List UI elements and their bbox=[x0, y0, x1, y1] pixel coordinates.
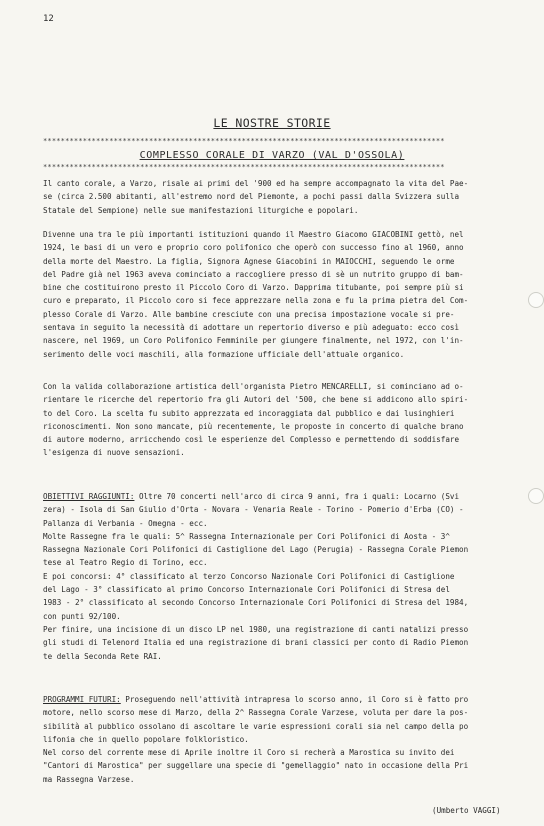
text-line: sentava in seguito la necessità di adottare un repertorio diverso e più adeguato: ecco così bbox=[43, 323, 460, 333]
binder-hole bbox=[528, 292, 544, 308]
text-line: sibilità al pubblico ossolano di ascoltare le varie espressioni corali sia nel campo della po bbox=[43, 721, 469, 731]
text-line bbox=[43, 693, 513, 706]
text-line: l'esigenza di nuove sensazioni. bbox=[43, 448, 185, 458]
article-title: LE NOSTRE STORIE bbox=[213, 116, 331, 130]
text-line: se (circa 2.500 abitanti, all'estremo nord del Piemonte, a pochi passi dalla Svizzera sulla bbox=[43, 192, 460, 202]
separator-top: ******************************************************************************************* bbox=[43, 137, 445, 145]
text-line: di autore moderno, arricchendo così le esperienze del Complesso e permettendo di soddisfare bbox=[43, 435, 460, 445]
text-line: plesso Corale di Varzo. Alle bambine cresciute con una precisa impostazione vocale si pre- bbox=[43, 309, 455, 319]
text-line: lifonia che in quello popolare folkloristico. bbox=[43, 734, 249, 744]
paragraph-intro bbox=[43, 177, 513, 217]
text-line: Nel corso del corrente mese di Aprile inoltre il Coro si recherà a Marostica su invito dei bbox=[43, 748, 455, 758]
text-line bbox=[43, 490, 513, 503]
paragraph-repertoire bbox=[43, 380, 513, 460]
future-first-line: Proseguendo nell'attività intrapresa lo scorso anno, il Coro si è fatto pro bbox=[120, 695, 469, 704]
text-line: E poi concorsi: 4° classificato al terzo Concorso Nazionale Cori Polifonici di Castiglione bbox=[43, 571, 455, 581]
text-line: bine che costituirono presto il Piccolo Coro di Varzo. Dapprima titubante, poi sempre più si bbox=[43, 283, 464, 293]
text-line: Pallanza di Verbania - Omegna - ecc. bbox=[43, 518, 208, 528]
binder-hole bbox=[528, 488, 544, 504]
author-signature: (Umberto VAGGI) bbox=[432, 806, 501, 815]
text-line: con punti 92/100. bbox=[43, 611, 121, 621]
text-line: gli studi di Telenord Italia ed una registrazione di brani classici per conto di Radio Piemon bbox=[43, 638, 469, 648]
text-line: 1924, le basi di un vero e proprio coro polifonico che operò con successo fino al 1960, anno bbox=[43, 243, 464, 253]
text-line: ma Rassegna Varzese. bbox=[43, 774, 135, 784]
achievements-first-line: Oltre 70 concerti nell'arco di circa 9 anni, fra i quali: Locarno (Svi bbox=[134, 492, 460, 501]
text-line: to del Coro. La scelta fu subito apprezzata ed incoraggiata dal pubblico e dai lusinghieri bbox=[43, 408, 455, 418]
separator-bottom: ******************************************************************************************* bbox=[43, 163, 445, 171]
text-line: Il canto corale, a Varzo, risale ai primi del '900 ed ha sempre accompagnato la vita del Pae- bbox=[43, 179, 469, 188]
text-line: Per finire, una incisione di un disco LP nel 1980, una registrazione di canti natalizi presso bbox=[43, 624, 469, 634]
paragraph-history bbox=[43, 228, 513, 361]
future-label: PROGRAMMI FUTURI: bbox=[43, 695, 121, 704]
text-line: Rassegna Nazionale Cori Polifonici di Castiglione del Lago (Perugia) - Rassegna Corale Piemon bbox=[43, 545, 469, 555]
page-number: 12 bbox=[43, 14, 54, 24]
text-line: serimento delle voci maschili, alla formazione ufficiale dell'attuale organico. bbox=[43, 349, 405, 359]
text-line: nascere, nel 1969, un Coro Polifonico Femminile per giungere finalmente, nel 1972, con l'in- bbox=[43, 336, 464, 346]
text-line: curo e preparato, il Piccolo coro si fece apprezzare nella zona e fu la prima pietra del Com- bbox=[43, 296, 469, 306]
text-line: Con la valida collaborazione artistica dell'organista Pietro MENCARELLI, si cominciano ad o- bbox=[43, 382, 464, 391]
text-line: del Lago - 3° classificato al primo Concorso Internazionale Cori Polifonici di Stresa del bbox=[43, 585, 450, 595]
text-line: della morte del Maestro. La figlia, Signora Agnese Giacobini in MAIOCCHI, seguendo le orme bbox=[43, 256, 455, 266]
article-subtitle: COMPLESSO CORALE DI VARZO (VAL D'OSSOLA) bbox=[139, 150, 405, 161]
paragraph-achievements bbox=[43, 490, 513, 663]
text-line: zera) - Isola di San Giulio d'Orta - Novara - Venaria Reale - Torino - Pomerio d'Erba (CO) - bbox=[43, 505, 464, 515]
text-line: Statale del Sempione) nelle sue manifestazioni liturgiche e popolari. bbox=[43, 205, 359, 215]
text-line: riconoscimenti. Non sono mancate, più recentemente, le proposte in concerto di qualche brano bbox=[43, 421, 464, 431]
text-line: te della Seconda Rete RAI. bbox=[43, 651, 162, 661]
achievements-label: OBIETTIVI RAGGIUNTI: bbox=[43, 492, 135, 501]
text-line: Molte Rassegne fra le quali: 5^ Rassegna Internazionale per Cori Polifonici di Aosta - 3^ bbox=[43, 531, 450, 541]
text-line: "Cantori di Marostica" per suggellare una specie di "gemellaggio" nato in occasione della Pri bbox=[43, 761, 469, 771]
text-line: tese al Teatro Regio di Torino, ecc. bbox=[43, 558, 208, 568]
text-line: 1983 - 2° classificato al secondo Concorso Internazionale Cori Polifonici di Stresa del 1984, bbox=[43, 598, 469, 608]
text-line: del Padre già nel 1963 aveva cominciato a raccogliere presso di sè un nutrito gruppo di bam- bbox=[43, 269, 464, 279]
paragraph-future bbox=[43, 693, 513, 786]
text-line: Divenne una tra le più importanti istituzioni quando il Maestro Giacomo GIACOBINI gettò, nel bbox=[43, 230, 464, 239]
text-line: rientare le ricerche del repertorio fra gli Autori del '500, che bene si addicono allo spiri- bbox=[43, 395, 469, 405]
text-line: motore, nello scorso mese di Marzo, della 2^ Rassegna Corale Varzese, voluta per dare la pos- bbox=[43, 708, 469, 718]
